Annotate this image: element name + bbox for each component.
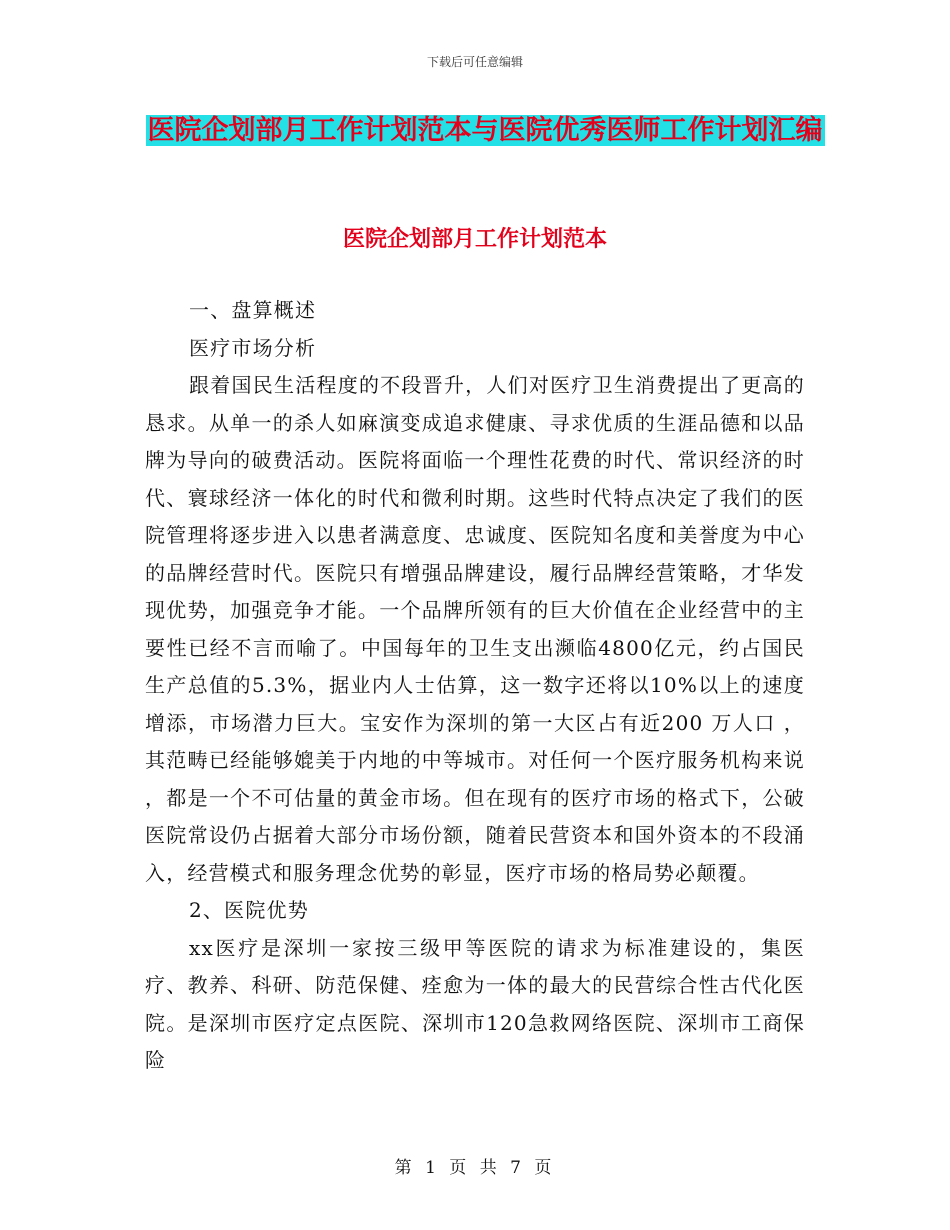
document-body: [145, 292, 805, 1080]
paragraph-hospital-advantages: xx医疗是深圳一家按三级甲等医院的请求为标准建设的，集医疗、教养、科研、防范保健、痊愈为一体的最大的民营综合性古代化医院。是深圳市医疗定点医院、深圳市120急救网络医院、深圳市工商保险: [145, 935, 805, 1072]
heading-hospital-advantages: 2、医院优势: [189, 898, 309, 922]
section-title: 医院企划部月工作计划范本: [342, 227, 607, 252]
document-title: [140, 108, 830, 154]
heading-market-analysis: 医疗市场分析: [189, 335, 317, 360]
document-title-text: 医院企划部月工作计划范本与医院优秀医师工作计划汇编: [147, 115, 823, 146]
paragraph-market-analysis: 跟着国民生活程度的不段晋升，人们对医疗卫生消费提出了更高的恳求。从单一的杀人如麻演变成追求健康、寻求优质的生涯品德和以品牌为导向的破费活动。医院将面临一个理性花费的时代、常识经济的时代、寰球经济一体化的时代和微利时期。这些时代特点决定了我们的医院管理将逐步进入以患者满意度、忠诚度、医院知名度和美誉度为中心的品牌经营时代。医院只有增强品牌建设，履行品牌经营策略，才华发现优势，加强竞争才能。一个品牌所领有的巨大价值在企业经营中的主要性已经不言而喻了。中国每年的卫生支出濒临4800亿元，约占国民生产总值的5.3%，据业内人士估算，这一数字还将以10%以上的速度增添，市场潜力巨大。宝安作为深圳的第一大区占有近200 万人口 ，其范畴已经能够媲美于内地的中等城市。对任何一个医疗服务机构来说 ，都是一个不可估量的黄金市场。但在现有的医疗市场的格式下，公破医院常设仍占据着大部分市场份额，随着民营资本和国外资本的不段涌入，经营模式和服务理念优势的彰显，医疗市场的格局势必颠覆。: [145, 373, 805, 885]
header-note: 下载后可任意编辑: [426, 55, 523, 69]
heading-overview: 一、盘算概述: [189, 298, 317, 322]
page-footer: 第 1 页 共 7 页: [394, 1158, 556, 1178]
